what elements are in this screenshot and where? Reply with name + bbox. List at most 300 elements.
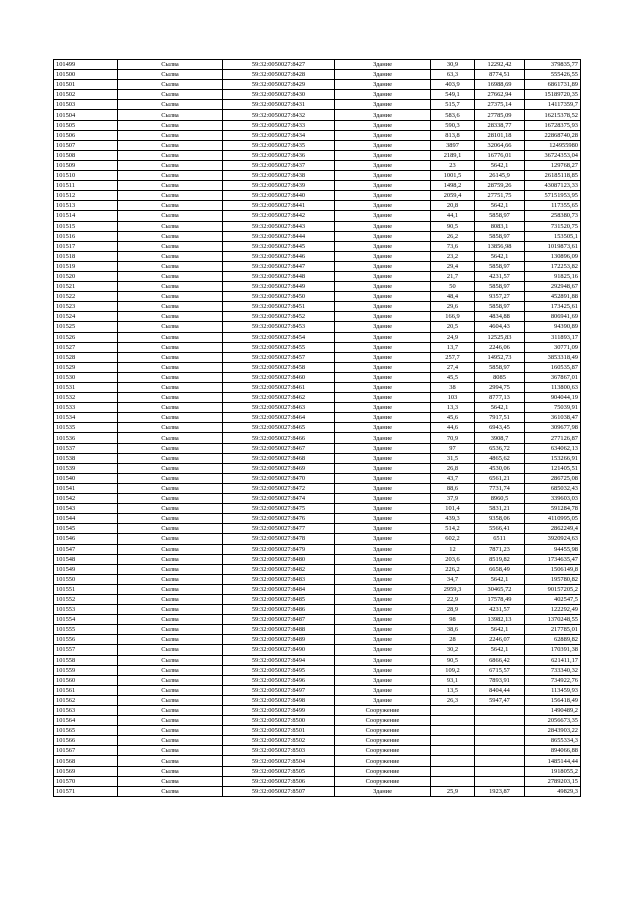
- specific-value-cell: 7731,74: [475, 483, 525, 493]
- row-number-cell: 101568: [54, 756, 118, 766]
- district-cell: Сылва: [118, 241, 223, 251]
- row-number-cell: 101516: [54, 231, 118, 241]
- object-type-cell: Здание: [335, 554, 431, 564]
- cadastral-number-cell: 59:32:0050027:8490: [223, 645, 335, 655]
- specific-value-cell: 5858,97: [475, 211, 525, 221]
- specific-value-cell: 5642,1: [475, 574, 525, 584]
- cadastral-number-cell: 59:32:0050027:8472: [223, 483, 335, 493]
- table-row: [54, 574, 581, 584]
- district-cell: Сылва: [118, 130, 223, 140]
- district-cell: Сылва: [118, 191, 223, 201]
- area-cell: 44,6: [431, 423, 475, 433]
- table-row: [54, 483, 581, 493]
- row-number-cell: 101519: [54, 261, 118, 271]
- cadastral-number-cell: 59:32:0050027:8487: [223, 615, 335, 625]
- object-type-cell: Здание: [335, 504, 431, 514]
- object-type-cell: Здание: [335, 271, 431, 281]
- row-number-cell: 101523: [54, 302, 118, 312]
- cadastral-value-cell: 94390,89: [525, 322, 581, 332]
- cadastral-value-cell: 129768,27: [525, 160, 581, 170]
- cadastral-value-cell: 15189720,35: [525, 90, 581, 100]
- cadastral-value-cell: 286725,08: [525, 473, 581, 483]
- area-cell: 30,2: [431, 645, 475, 655]
- cadastral-value-cell: 402547,5: [525, 594, 581, 604]
- specific-value-cell: 5858,97: [475, 282, 525, 292]
- cadastral-number-cell: 59:32:0050027:8506: [223, 776, 335, 786]
- table-row: [54, 352, 581, 362]
- object-type-cell: Здание: [335, 403, 431, 413]
- object-type-cell: Здание: [335, 443, 431, 453]
- object-type-cell: Здание: [335, 514, 431, 524]
- cadastral-number-cell: 59:32:0050027:8501: [223, 726, 335, 736]
- district-cell: Сылва: [118, 211, 223, 221]
- area-cell: 13,5: [431, 685, 475, 695]
- specific-value-cell: 9357,27: [475, 292, 525, 302]
- cadastral-value-cell: 379835,77: [525, 60, 581, 70]
- object-type-cell: Здание: [335, 413, 431, 423]
- area-cell: 90,5: [431, 221, 475, 231]
- area-cell: 403,9: [431, 80, 475, 90]
- area-cell: 98: [431, 615, 475, 625]
- specific-value-cell: 4530,06: [475, 463, 525, 473]
- district-cell: Сылва: [118, 261, 223, 271]
- table-row: [54, 362, 581, 372]
- cadastral-number-cell: 59:32:0050027:8477: [223, 524, 335, 534]
- cadastral-number-cell: 59:32:0050027:8453: [223, 322, 335, 332]
- table-row: [54, 695, 581, 705]
- district-cell: Сылва: [118, 393, 223, 403]
- cadastral-number-cell: 59:32:0050027:8431: [223, 100, 335, 110]
- table-row: [54, 544, 581, 554]
- object-type-cell: Здание: [335, 110, 431, 120]
- district-cell: Сылва: [118, 584, 223, 594]
- cadastral-number-cell: 59:32:0050027:8485: [223, 594, 335, 604]
- table-row: [54, 201, 581, 211]
- table-row: [54, 292, 581, 302]
- cadastral-value-cell: 49829,3: [525, 786, 581, 796]
- table-row: [54, 140, 581, 150]
- district-cell: Сылва: [118, 766, 223, 776]
- area-cell: 20,8: [431, 201, 475, 211]
- district-cell: Сылва: [118, 433, 223, 443]
- cadastral-value-cell: 153266,91: [525, 453, 581, 463]
- table-row: [54, 443, 581, 453]
- object-type-cell: Здание: [335, 221, 431, 231]
- cadastral-value-cell: 621411,17: [525, 655, 581, 665]
- cadastral-value-cell: 16728375,93: [525, 120, 581, 130]
- table-row: [54, 100, 581, 110]
- object-type-cell: Здание: [335, 685, 431, 695]
- table-row: [54, 60, 581, 70]
- cadastral-value-cell: 22868740,28: [525, 130, 581, 140]
- row-number-cell: 101499: [54, 60, 118, 70]
- district-cell: Сылва: [118, 574, 223, 584]
- table-row: [54, 423, 581, 433]
- area-cell: 30,9: [431, 60, 475, 70]
- cadastral-number-cell: 59:32:0050027:8463: [223, 403, 335, 413]
- area-cell: 63,3: [431, 70, 475, 80]
- row-number-cell: 101529: [54, 362, 118, 372]
- district-cell: Сылва: [118, 312, 223, 322]
- specific-value-cell: 13982,13: [475, 615, 525, 625]
- cadastral-number-cell: 59:32:0050027:8462: [223, 393, 335, 403]
- district-cell: Сылва: [118, 453, 223, 463]
- object-type-cell: Здание: [335, 463, 431, 473]
- cadastral-value-cell: 153505,1: [525, 231, 581, 241]
- specific-value-cell: 4231,57: [475, 605, 525, 615]
- specific-value-cell: 16988,69: [475, 80, 525, 90]
- specific-value-cell: [475, 726, 525, 736]
- table-row: [54, 261, 581, 271]
- specific-value-cell: 5831,21: [475, 504, 525, 514]
- district-cell: Сылва: [118, 524, 223, 534]
- district-cell: Сылва: [118, 463, 223, 473]
- row-number-cell: 101513: [54, 201, 118, 211]
- cadastral-value-cell: 8655334,3: [525, 736, 581, 746]
- cadastral-value-cell: 172253,82: [525, 261, 581, 271]
- district-cell: Сылва: [118, 594, 223, 604]
- object-type-cell: Здание: [335, 231, 431, 241]
- row-number-cell: 101522: [54, 292, 118, 302]
- specific-value-cell: 17578,49: [475, 594, 525, 604]
- district-cell: Сылва: [118, 635, 223, 645]
- area-cell: 22,9: [431, 594, 475, 604]
- object-type-cell: Здание: [335, 150, 431, 160]
- row-number-cell: 101532: [54, 393, 118, 403]
- row-number-cell: 101550: [54, 574, 118, 584]
- area-cell: 93,1: [431, 675, 475, 685]
- cadastral-value-cell: 904044,19: [525, 393, 581, 403]
- district-cell: Сылва: [118, 514, 223, 524]
- district-cell: Сылва: [118, 675, 223, 685]
- cadastral-number-cell: 59:32:0050027:8447: [223, 261, 335, 271]
- district-cell: Сылва: [118, 756, 223, 766]
- object-type-cell: Здание: [335, 615, 431, 625]
- cadastral-number-cell: 59:32:0050027:8475: [223, 504, 335, 514]
- area-cell: 13,7: [431, 342, 475, 352]
- specific-value-cell: 5858,97: [475, 302, 525, 312]
- object-type-cell: Здание: [335, 120, 431, 130]
- district-cell: Сылва: [118, 413, 223, 423]
- table-row: [54, 746, 581, 756]
- object-type-cell: Здание: [335, 60, 431, 70]
- table-row: [54, 716, 581, 726]
- table-row: [54, 453, 581, 463]
- table-row: [54, 130, 581, 140]
- cadastral-number-cell: 59:32:0050027:8439: [223, 181, 335, 191]
- table-row: [54, 372, 581, 382]
- area-cell: 26,8: [431, 463, 475, 473]
- cadastral-number-cell: 59:32:0050027:8504: [223, 756, 335, 766]
- cadastral-value-cell: 160535,87: [525, 362, 581, 372]
- cadastral-number-cell: 59:32:0050027:8444: [223, 231, 335, 241]
- specific-value-cell: 5642,1: [475, 201, 525, 211]
- row-number-cell: 101514: [54, 211, 118, 221]
- area-cell: 26,2: [431, 231, 475, 241]
- object-type-cell: Здание: [335, 211, 431, 221]
- area-cell: 1001,5: [431, 171, 475, 181]
- specific-value-cell: 2246,06: [475, 342, 525, 352]
- object-type-cell: Здание: [335, 302, 431, 312]
- row-number-cell: 101563: [54, 706, 118, 716]
- area-cell: 43,7: [431, 473, 475, 483]
- specific-value-cell: 30465,72: [475, 584, 525, 594]
- object-type-cell: Здание: [335, 130, 431, 140]
- table-row: [54, 463, 581, 473]
- object-type-cell: Здание: [335, 70, 431, 80]
- district-cell: Сылва: [118, 302, 223, 312]
- row-number-cell: 101545: [54, 524, 118, 534]
- cadastral-number-cell: 59:32:0050027:8505: [223, 766, 335, 776]
- row-number-cell: 101553: [54, 605, 118, 615]
- specific-value-cell: 8519,82: [475, 554, 525, 564]
- cadastral-number-cell: 59:32:0050027:8499: [223, 706, 335, 716]
- object-type-cell: Здание: [335, 312, 431, 322]
- cadastral-number-cell: 59:32:0050027:8478: [223, 534, 335, 544]
- cadastral-value-cell: 43087123,33: [525, 181, 581, 191]
- cadastral-value-cell: 217785,01: [525, 625, 581, 635]
- cadastral-value-cell: 94455,98: [525, 544, 581, 554]
- table-row: [54, 635, 581, 645]
- row-number-cell: 101543: [54, 504, 118, 514]
- area-cell: 166,9: [431, 312, 475, 322]
- specific-value-cell: 2246,07: [475, 635, 525, 645]
- specific-value-cell: 8777,13: [475, 393, 525, 403]
- row-number-cell: 101551: [54, 584, 118, 594]
- cadastral-number-cell: 59:32:0050027:8497: [223, 685, 335, 695]
- area-cell: 90,5: [431, 655, 475, 665]
- specific-value-cell: 27751,75: [475, 191, 525, 201]
- object-type-cell: Здание: [335, 605, 431, 615]
- district-cell: Сылва: [118, 554, 223, 564]
- object-type-cell: Сооружение: [335, 766, 431, 776]
- table-body: [54, 60, 581, 797]
- row-number-cell: 101507: [54, 140, 118, 150]
- district-cell: Сылва: [118, 483, 223, 493]
- specific-value-cell: 2994,75: [475, 383, 525, 393]
- district-cell: Сылва: [118, 665, 223, 675]
- cadastral-number-cell: 59:32:0050027:8495: [223, 665, 335, 675]
- cadastral-value-cell: 733340,32: [525, 665, 581, 675]
- row-number-cell: 101534: [54, 413, 118, 423]
- area-cell: 514,2: [431, 524, 475, 534]
- cadastral-number-cell: 59:32:0050027:8498: [223, 695, 335, 705]
- specific-value-cell: 26145,9: [475, 171, 525, 181]
- district-cell: Сылва: [118, 645, 223, 655]
- district-cell: Сылва: [118, 271, 223, 281]
- cadastral-value-cell: 26185118,85: [525, 171, 581, 181]
- specific-value-cell: 5642,1: [475, 403, 525, 413]
- cadastral-value-cell: 367867,01: [525, 372, 581, 382]
- table-row: [54, 403, 581, 413]
- area-cell: 13,3: [431, 403, 475, 413]
- specific-value-cell: 5566,41: [475, 524, 525, 534]
- cadastral-value-cell: 4110995,05: [525, 514, 581, 524]
- specific-value-cell: [475, 746, 525, 756]
- cadastral-value-cell: 591284,78: [525, 504, 581, 514]
- cadastral-value-cell: 1918055,2: [525, 766, 581, 776]
- table-row: [54, 191, 581, 201]
- district-cell: Сылва: [118, 746, 223, 756]
- specific-value-cell: 5642,1: [475, 251, 525, 261]
- object-type-cell: Здание: [335, 645, 431, 655]
- object-type-cell: Здание: [335, 90, 431, 100]
- cadastral-number-cell: 59:32:0050027:8427: [223, 60, 335, 70]
- district-cell: Сылва: [118, 504, 223, 514]
- cadastral-value-cell: 14117359,7: [525, 100, 581, 110]
- specific-value-cell: 8774,51: [475, 70, 525, 80]
- table-row: [54, 655, 581, 665]
- cadastral-number-cell: 59:32:0050027:8480: [223, 554, 335, 564]
- cadastral-number-cell: 59:32:0050027:8467: [223, 443, 335, 453]
- area-cell: 31,5: [431, 453, 475, 463]
- object-type-cell: Здание: [335, 332, 431, 342]
- row-number-cell: 101511: [54, 181, 118, 191]
- row-number-cell: 101509: [54, 160, 118, 170]
- area-cell: 583,6: [431, 110, 475, 120]
- row-number-cell: 101561: [54, 685, 118, 695]
- area-cell: 29,6: [431, 302, 475, 312]
- cadastral-number-cell: 59:32:0050027:8507: [223, 786, 335, 796]
- specific-value-cell: 27785,09: [475, 110, 525, 120]
- district-cell: Сылва: [118, 736, 223, 746]
- cadastral-number-cell: 59:32:0050027:8443: [223, 221, 335, 231]
- district-cell: Сылва: [118, 70, 223, 80]
- object-type-cell: Здание: [335, 483, 431, 493]
- area-cell: 34,7: [431, 574, 475, 584]
- district-cell: Сылва: [118, 564, 223, 574]
- area-cell: 602,2: [431, 534, 475, 544]
- district-cell: Сылва: [118, 342, 223, 352]
- specific-value-cell: 4834,88: [475, 312, 525, 322]
- district-cell: Сылва: [118, 534, 223, 544]
- area-cell: [431, 756, 475, 766]
- cadastral-value-cell: 36724353,04: [525, 150, 581, 160]
- specific-value-cell: 12292,42: [475, 60, 525, 70]
- area-cell: 97: [431, 443, 475, 453]
- row-number-cell: 101559: [54, 665, 118, 675]
- row-number-cell: 101549: [54, 564, 118, 574]
- district-cell: Сылва: [118, 423, 223, 433]
- area-cell: 109,2: [431, 665, 475, 675]
- table-row: [54, 413, 581, 423]
- cadastral-number-cell: 59:32:0050027:8454: [223, 332, 335, 342]
- cadastral-value-cell: 113800,63: [525, 383, 581, 393]
- specific-value-cell: 9358,06: [475, 514, 525, 524]
- cadastral-value-cell: 634062,13: [525, 443, 581, 453]
- area-cell: [431, 726, 475, 736]
- object-type-cell: Здание: [335, 393, 431, 403]
- cadastral-number-cell: 59:32:0050027:8445: [223, 241, 335, 251]
- cadastral-number-cell: 59:32:0050027:8503: [223, 746, 335, 756]
- cadastral-value-cell: 734922,76: [525, 675, 581, 685]
- cadastral-number-cell: 59:32:0050027:8502: [223, 736, 335, 746]
- district-cell: Сылва: [118, 695, 223, 705]
- cadastral-value-cell: 16215378,52: [525, 110, 581, 120]
- object-type-cell: Здание: [335, 625, 431, 635]
- cadastral-number-cell: 59:32:0050027:8494: [223, 655, 335, 665]
- cadastral-value-cell: 258380,73: [525, 211, 581, 221]
- table-row: [54, 594, 581, 604]
- district-cell: Сылва: [118, 60, 223, 70]
- cadastral-value-cell: 121405,51: [525, 463, 581, 473]
- cadastral-value-cell: 1370248,55: [525, 615, 581, 625]
- row-number-cell: 101571: [54, 786, 118, 796]
- district-cell: Сылва: [118, 221, 223, 231]
- cadastral-number-cell: 59:32:0050027:8448: [223, 271, 335, 281]
- object-type-cell: Здание: [335, 322, 431, 332]
- specific-value-cell: 3908,7: [475, 433, 525, 443]
- cadastral-number-cell: 59:32:0050027:8457: [223, 352, 335, 362]
- cadastral-number-cell: 59:32:0050027:8458: [223, 362, 335, 372]
- object-type-cell: Здание: [335, 695, 431, 705]
- district-cell: Сылва: [118, 201, 223, 211]
- area-cell: 226,2: [431, 564, 475, 574]
- area-cell: 101,4: [431, 504, 475, 514]
- district-cell: Сылва: [118, 231, 223, 241]
- cadastral-number-cell: 59:32:0050027:8488: [223, 625, 335, 635]
- specific-value-cell: 8404,44: [475, 685, 525, 695]
- specific-value-cell: 4604,43: [475, 322, 525, 332]
- area-cell: 12: [431, 544, 475, 554]
- object-type-cell: Здание: [335, 564, 431, 574]
- row-number-cell: 101533: [54, 403, 118, 413]
- area-cell: 23: [431, 160, 475, 170]
- cadastral-value-cell: 195780,82: [525, 574, 581, 584]
- district-cell: Сылва: [118, 100, 223, 110]
- table-row: [54, 70, 581, 80]
- object-type-cell: Сооружение: [335, 736, 431, 746]
- row-number-cell: 101547: [54, 544, 118, 554]
- object-type-cell: Здание: [335, 635, 431, 645]
- specific-value-cell: 6943,45: [475, 423, 525, 433]
- table-row: [54, 90, 581, 100]
- district-cell: Сылва: [118, 110, 223, 120]
- table-row: [54, 271, 581, 281]
- district-cell: Сылва: [118, 776, 223, 786]
- area-cell: 50: [431, 282, 475, 292]
- cadastral-value-cell: 113459,93: [525, 685, 581, 695]
- area-cell: 88,6: [431, 483, 475, 493]
- object-type-cell: Здание: [335, 453, 431, 463]
- cadastral-number-cell: 59:32:0050027:8435: [223, 140, 335, 150]
- area-cell: 20,5: [431, 322, 475, 332]
- object-type-cell: Здание: [335, 80, 431, 90]
- specific-value-cell: 27375,14: [475, 100, 525, 110]
- specific-value-cell: 5642,1: [475, 645, 525, 655]
- specific-value-cell: 5642,1: [475, 160, 525, 170]
- district-cell: Сылва: [118, 120, 223, 130]
- object-type-cell: Здание: [335, 191, 431, 201]
- row-number-cell: 101560: [54, 675, 118, 685]
- area-cell: 2189,1: [431, 150, 475, 160]
- area-cell: 37,9: [431, 494, 475, 504]
- cadastral-value-cell: 117355,65: [525, 201, 581, 211]
- table-row: [54, 776, 581, 786]
- row-number-cell: 101530: [54, 372, 118, 382]
- district-cell: Сылва: [118, 383, 223, 393]
- cadastral-value-cell: 292948,67: [525, 282, 581, 292]
- object-type-cell: Здание: [335, 433, 431, 443]
- cadastral-value-table: [53, 59, 581, 797]
- cadastral-number-cell: 59:32:0050027:8433: [223, 120, 335, 130]
- area-cell: 38: [431, 383, 475, 393]
- cadastral-value-cell: 1506149,8: [525, 564, 581, 574]
- table-row: [54, 584, 581, 594]
- cadastral-value-cell: 685032,43: [525, 483, 581, 493]
- district-cell: Сылва: [118, 494, 223, 504]
- cadastral-number-cell: 59:32:0050027:8469: [223, 463, 335, 473]
